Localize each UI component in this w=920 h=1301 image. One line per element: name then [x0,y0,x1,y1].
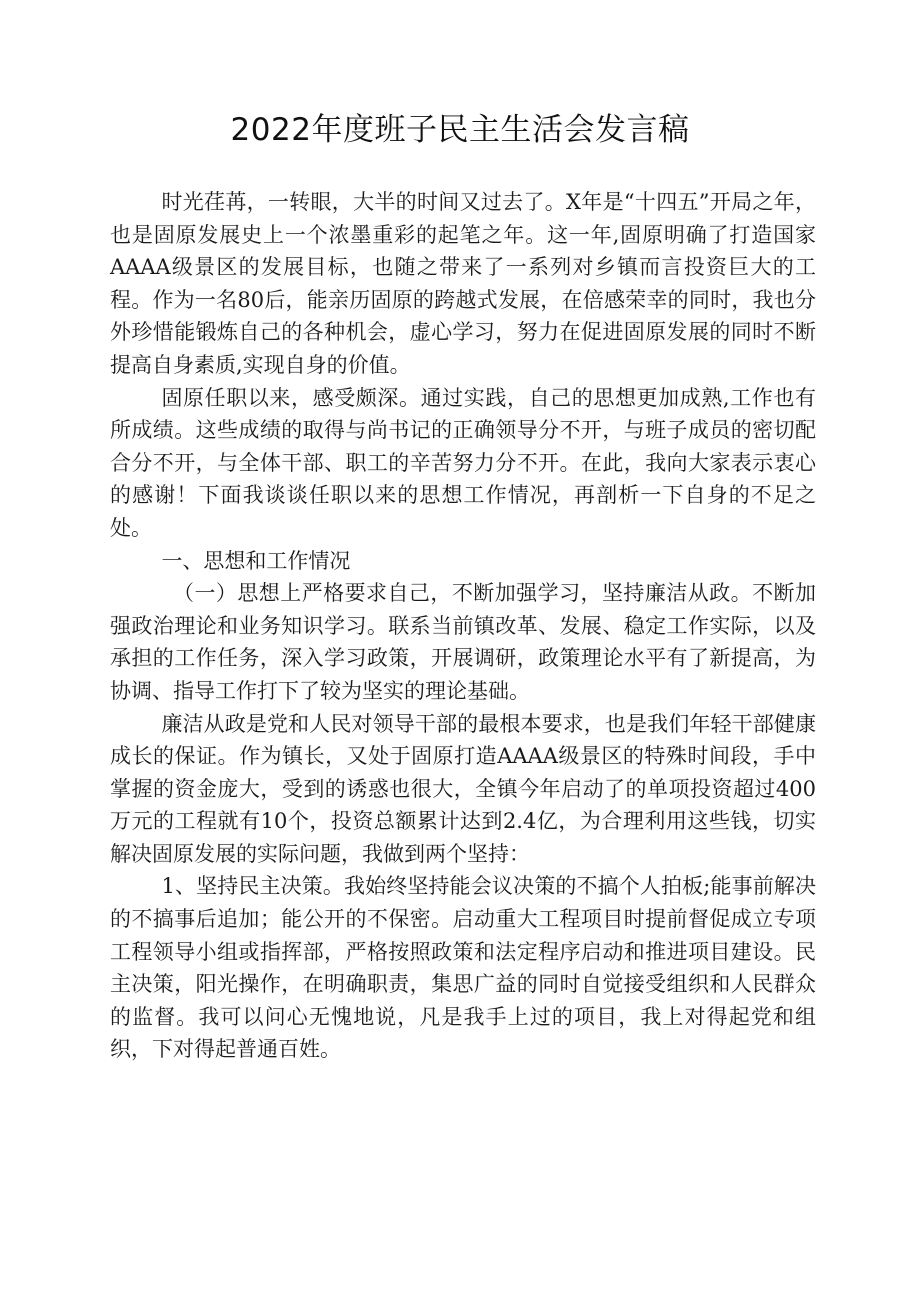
paragraph-integrity: 廉洁从政是党和人民对领导干部的最根本要求，也是我们年轻干部健康成长的保证。作为镇长，又处于固原打造AAAA级景区的特殊时间段，手中掌握的资金庞大，受到的诱惑也很大，全镇今年启动了的单项投资超过400万元的工程就有10个，投资总额累计达到2.4亿，为合理利用这些钱，切实解决固原发展的实际问题，我做到两个坚持： [110,711,816,866]
document-title: 2022年度班子民主生活会发言稿 [230,112,690,148]
section-heading: 一、思想和工作情况 [161,548,351,573]
paragraph-democratic-decision: 1、坚持民主决策。我始终坚持能会议决策的不搞个人拍板;能事前解决的不搞事后追加；能公开的不保密。启动重大工程项目时提前督促成立专项工程领导小组或指挥部，严格按照政策和法定程序启动和推进项目建设。民主决策，阳光操作，在明确职责，集思广益的同时自觉接受组织和人民群众的监督。我可以问心无愧地说，凡是我手上过的项目，我上对得起党和组织，下对得起普通百姓。 [110,874,816,1062]
paragraph-tenure: 固原任职以来，感受颇深。通过实践，自己的思想更加成熟,工作也有所成绩。这些成绩的取得与尚书记的正确领导分不开，与班子成员的密切配合分不开，与全体干部、职工的辛苦努力分不开。在此，我向大家表示衷心的感谢！下面我谈谈任职以来的思想工作情况，再剖析一下自身的不足之处。 [110,385,816,540]
paragraph-intro: 时光荏苒，一转眼，大半的时间又过去了。X年是“十四五”开局之年，也是固原发展史上一个浓墨重彩的起笔之年。这一年,固原明确了打造国家AAAA级景区的发展目标，也随之带来了一系列对乡镇而言投资巨大的工程。作为一名80后，能亲历固原的跨越式发展，在倍感荣幸的同时，我也分外珍惜能锻炼自己的各种机会，虚心学习，努力在促进固原发展的同时不断提高自身素质,实现自身的价值。 [110,190,816,377]
document-body [110,186,816,1066]
paragraph-subsection-1: （一）思想上严格要求自己，不断加强学习，坚持廉洁从政。不断加强政治理论和业务知识学习。联系当前镇改革、发展、稳定工作实际，以及承担的工作任务，深入学习政策，开展调研，政策理论水平有了新提高，为协调、指导工作打下了较为坚实的理论基础。 [110,581,816,703]
